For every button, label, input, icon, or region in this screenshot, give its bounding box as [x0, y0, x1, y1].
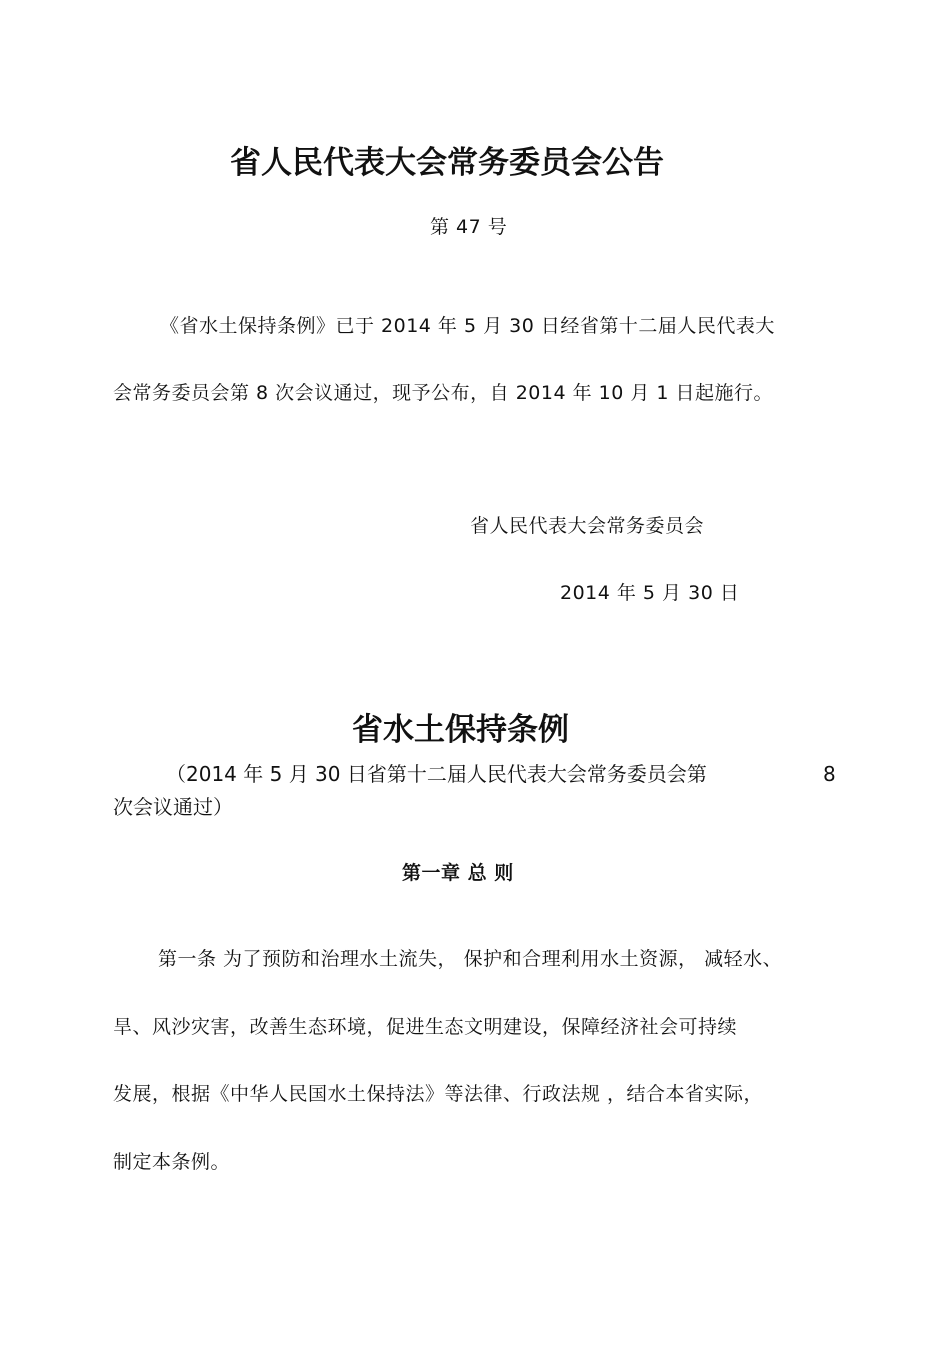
announcement-body-line: 会常务委员会第 8 次会议通过，现予公布，自 2014 年 10 月 1 日起施行。 — [113, 382, 774, 404]
adoption-note-number: 8 — [823, 762, 836, 786]
adoption-note-line: 次会议通过） — [113, 795, 233, 819]
article-line: 发展，根据《中华人民国水土保持法》等法律、行政法规 ，结合本省实际， — [113, 1083, 764, 1105]
announcement-date: 2014 年 5 月 30 日 — [560, 582, 740, 604]
regulation-title: 省水土保持条例 — [352, 712, 569, 748]
chapter-heading: 第一章 总 则 — [402, 862, 514, 884]
issuer-signature: 省人民代表大会常务委员会 — [470, 515, 705, 537]
adoption-note-line: （2014 年 5 月 30 日省第十二届人民代表大会常务委员会第 — [166, 762, 707, 786]
announcement-number: 第 47 号 — [430, 216, 508, 238]
announcement-body-line: 《省水土保持条例》已于 2014 年 5 月 30 日经省第十二届人民代表大 — [160, 315, 775, 337]
article-line: 制定本条例。 — [113, 1151, 231, 1173]
article-line: 第一条 为了预防和治理水土流失， 保护和合理利用水土资源， 减轻水、 — [158, 948, 783, 970]
article-line: 旱、风沙灾害，改善生态环境，促进生态文明建设，保障经济社会可持续 — [113, 1016, 738, 1038]
announcement-title: 省人民代表大会常务委员会公告 — [230, 145, 664, 181]
